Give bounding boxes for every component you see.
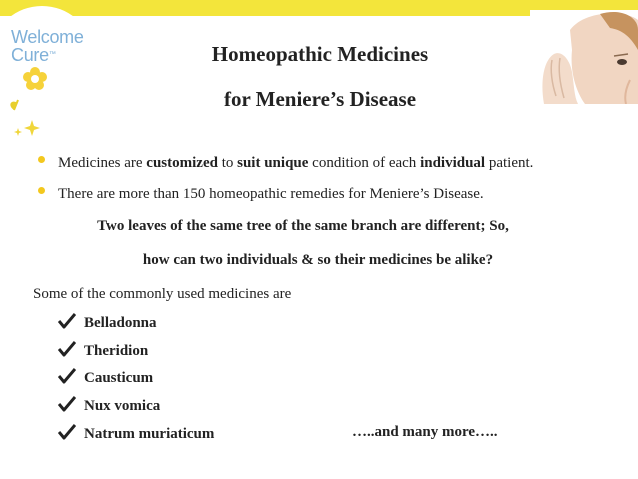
checkmark-icon (58, 313, 76, 329)
medicine-name: Theridion (84, 343, 149, 359)
checkmark-icon (58, 368, 76, 384)
bullet-dot-icon (38, 156, 45, 163)
medicine-list-item (58, 424, 214, 444)
quote-line-2: how can two individuals & so their medicines be alike? (142, 252, 494, 268)
logo-line-2: Cure (11, 45, 49, 65)
medicine-list-item (58, 368, 153, 388)
flower-icon (22, 66, 48, 92)
medicine-name: Belladonna (84, 315, 157, 331)
logo-line-1: Welcome (11, 27, 84, 47)
page-title-line-1: Homeopathic Medicines (211, 42, 429, 66)
quote-line-1: Two leaves of the same tree of the same branch are different; So, (97, 218, 509, 234)
bullet-dot-icon (38, 187, 45, 194)
sparkle-leaf-icon (4, 98, 44, 144)
checkmark-icon (58, 341, 76, 357)
woman-listening-photo (530, 10, 638, 104)
bullet-text: There are more than 150 homeopathic remedies for Meniere’s Disease. (58, 186, 484, 202)
bullet-text: Medicines are customized to suit unique condition of each individual patient. (58, 155, 534, 171)
page-title-line-2: for Meniere’s Disease (223, 87, 417, 111)
checkmark-icon (58, 396, 76, 412)
many-more-text: …..and many more….. (352, 424, 498, 440)
logo-trademark: ™ (48, 51, 56, 58)
medicine-name: Natrum muriaticum (84, 426, 215, 442)
welcome-cure-logo (0, 0, 100, 110)
logo-text (11, 28, 91, 64)
medicines-intro-text: Some of the commonly used medicines are (33, 286, 292, 302)
medicine-list-item (58, 341, 148, 361)
medicine-name: Nux vomica (84, 398, 161, 414)
medicine-list-item (58, 396, 160, 416)
medicine-name: Causticum (84, 370, 154, 386)
medicine-list-item (58, 313, 157, 333)
checkmark-icon (58, 424, 76, 440)
